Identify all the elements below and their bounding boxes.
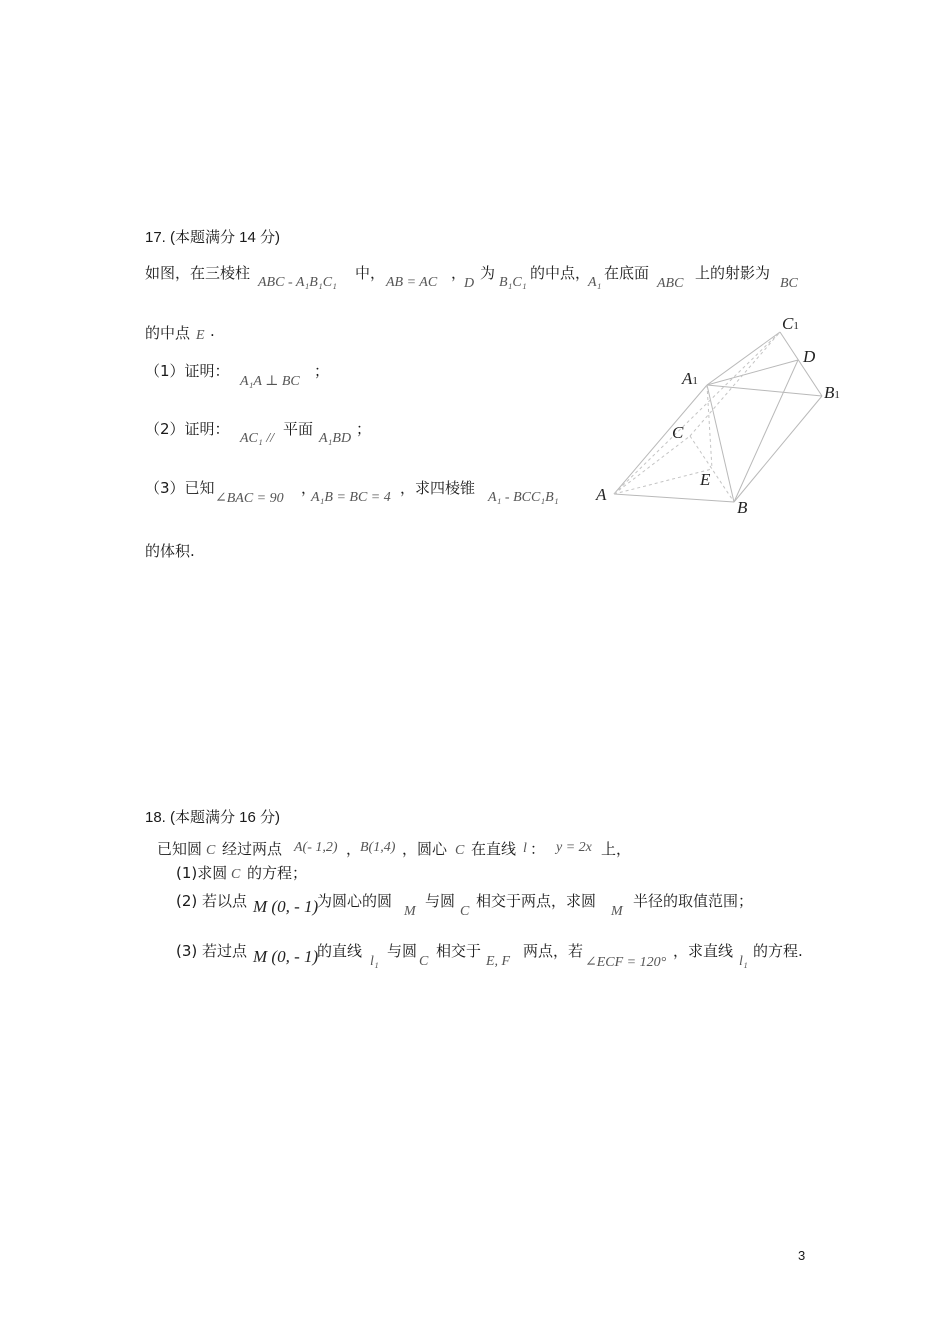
math: A₁ - BCC₁B₁ — [488, 490, 559, 505]
text: ， — [346, 840, 362, 858]
label-C1: C1 — [782, 314, 799, 333]
part-label: （3）已知 — [145, 479, 215, 497]
text: ，求四棱锥 — [400, 479, 476, 497]
math: M — [404, 904, 416, 919]
edge-AB — [614, 494, 734, 502]
text: 半径的取值范围； — [633, 892, 754, 910]
math: ∠ECF = 120° — [585, 955, 667, 970]
text: 中， — [355, 264, 386, 282]
math: ABC — [657, 276, 684, 291]
math: A₁B = BC = 4 — [311, 490, 391, 505]
edge-AE — [614, 469, 712, 494]
edge-AC1 — [614, 332, 780, 494]
text: ； — [356, 420, 372, 438]
edge-AC — [614, 436, 690, 494]
part-label: （2）证明： — [145, 420, 230, 438]
part-label: (1)求圆 — [176, 864, 228, 882]
part-label: （1）证明： — [145, 362, 230, 380]
label-A: A — [596, 485, 607, 504]
math: B(1,4) — [360, 840, 396, 855]
part-label: (2) 若以点 — [176, 892, 248, 910]
text: 与圆 — [425, 892, 456, 910]
part-label: (3) 若过点 — [176, 942, 248, 960]
text: ： — [530, 840, 546, 858]
math: A₁BD — [319, 431, 352, 446]
prism-figure — [585, 305, 855, 525]
label-E: E — [700, 470, 711, 489]
text: 已知圆 — [157, 840, 203, 858]
q17-heading: 17. (本题满分 14 分) — [145, 229, 281, 246]
text: 上， — [601, 840, 632, 858]
edge-A1C1 — [707, 332, 780, 385]
label-A1: A1 — [682, 369, 698, 388]
math: C — [460, 904, 470, 919]
math: A(- 1,2) — [294, 840, 338, 855]
math: B₁C₁ — [499, 275, 527, 290]
label-D: D — [803, 347, 816, 366]
math: AB = AC — [386, 275, 438, 290]
edge-BB1 — [734, 396, 822, 502]
label-B1: B1 — [824, 383, 840, 402]
edge-A1B1 — [707, 385, 822, 396]
math: A₁A ⊥ BC — [240, 374, 300, 389]
text: 与圆 — [387, 942, 418, 960]
math: l — [523, 841, 527, 856]
math: BC — [780, 276, 798, 291]
math: A₁ — [588, 275, 602, 290]
text: 经过两点 — [222, 840, 283, 858]
text: 上的射影为 — [695, 264, 771, 282]
math: D — [464, 276, 475, 291]
text: 的中点 — [145, 324, 191, 342]
text: ， — [451, 264, 467, 282]
math: C — [206, 843, 216, 858]
math: M (0, - 1) — [253, 897, 319, 916]
edge-A1B — [707, 385, 734, 502]
math: AC₁ // — [240, 431, 275, 446]
math: l₁ — [739, 954, 748, 969]
text: 的直线 — [317, 942, 363, 960]
edge-CC1 — [690, 332, 780, 436]
q17-tail: 的体积. — [145, 542, 195, 560]
text: 的中点， — [530, 264, 591, 282]
math: M — [611, 904, 623, 919]
math: E — [196, 328, 205, 343]
text: 在直线 — [471, 840, 517, 858]
text: ，圆心 — [402, 840, 448, 858]
text: 的方程； — [247, 864, 308, 882]
math: ∠BAC = 90 — [215, 491, 284, 506]
edge-BD — [734, 360, 798, 502]
page-number: 3 — [798, 1248, 806, 1263]
math: y = 2x — [556, 840, 592, 855]
label-C: C — [672, 423, 684, 442]
edge-A1D — [707, 360, 798, 385]
math: M (0, - 1) — [253, 947, 319, 966]
text: 平面 — [283, 420, 314, 438]
text: 为圆心的圆 — [317, 892, 393, 910]
text: 两点，若 — [523, 942, 584, 960]
math: l₁ — [370, 954, 379, 969]
text: 相交于 — [436, 942, 482, 960]
math: C — [419, 954, 429, 969]
label-B: B — [737, 498, 748, 517]
text: ， — [301, 479, 317, 497]
math: E, F — [486, 954, 511, 969]
math: C — [231, 867, 241, 882]
text: 的方程. — [753, 942, 803, 960]
math: C — [455, 843, 465, 858]
math: ABC - A₁B₁C₁ — [258, 275, 337, 290]
text: 相交于两点，求圆 — [476, 892, 597, 910]
text: ，求直线 — [673, 942, 734, 960]
q18-heading: 18. (本题满分 16 分) — [145, 809, 281, 826]
text: ； — [314, 362, 330, 380]
edge-AA1 — [614, 385, 707, 494]
text: 如图，在三棱柱 — [145, 264, 251, 282]
text: 在底面 — [604, 264, 650, 282]
text: 为 — [480, 264, 496, 282]
text: . — [210, 322, 215, 340]
